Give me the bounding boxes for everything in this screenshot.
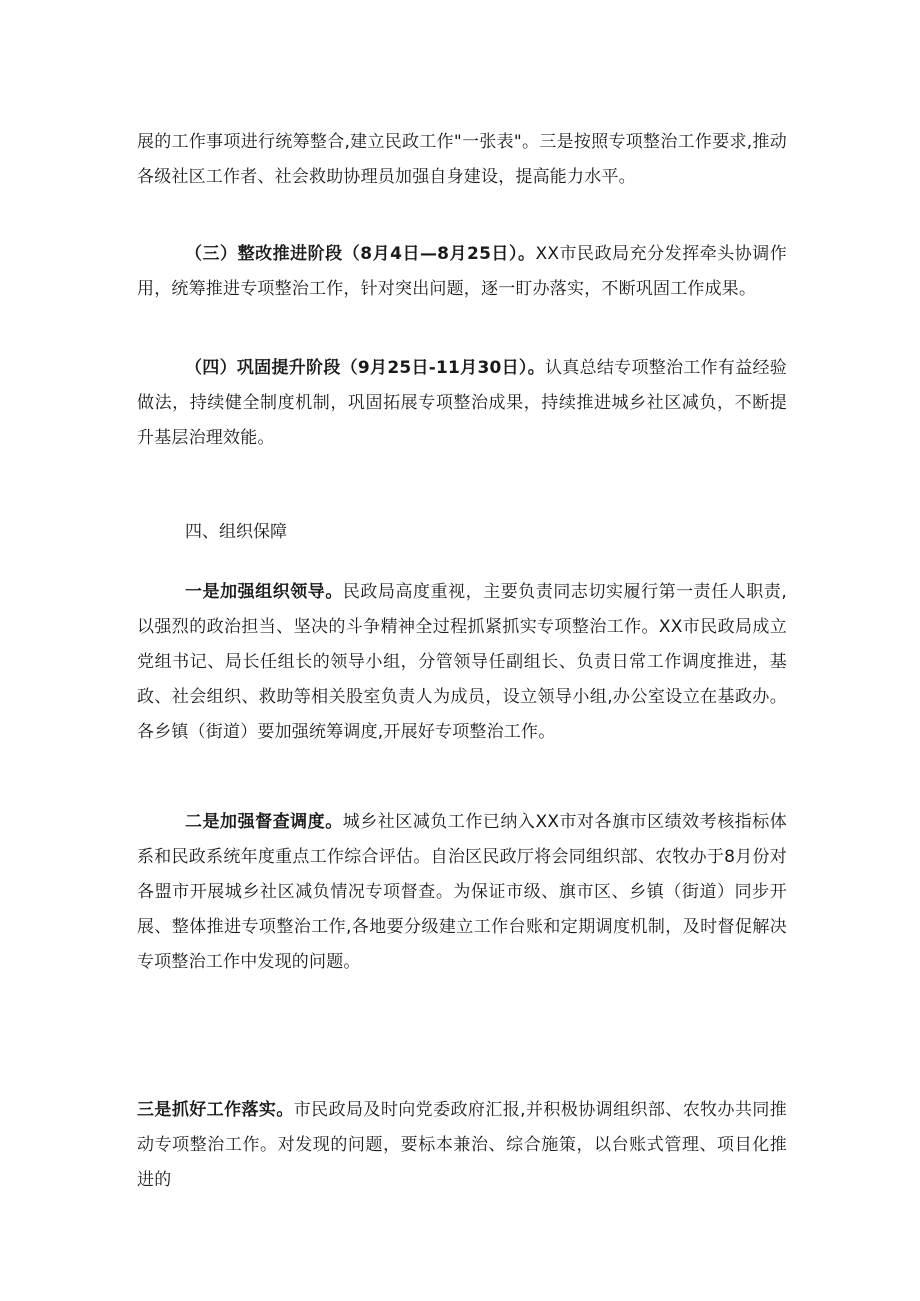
paragraph-supervision xyxy=(137,805,787,980)
paragraph-lead: （三）整改推进阶段（8月4日—8月25日）。 xyxy=(185,244,536,264)
paragraph-lead: 三是抓好工作落实。 xyxy=(137,1100,294,1120)
paragraph-text: 民政局高度重视，主要负责同志切实履行第一责任人职责,以强烈的政治担当、坚决的斗争精神全过程抓紧抓实专项整治工作。XX市民政局成立党组书记、局长任组长的领导小组，分管领导任副组长、负责日常工作调度推进，基政、社会组织、救助等相关股室负责人为成员，设立领导小组,办公室设立在基政办。各乡镇（街道）要加强统筹调度,开展好专项整治工作。 xyxy=(137,582,787,742)
paragraph-lead: （四）巩固提升阶段（9月25日-11月30日）。 xyxy=(185,358,545,378)
paragraph-text: 市民政局及时向党委政府汇报,并积极协调组织部、农牧办共同推动专项整治工作。对发现的问题，要标本兼治、综合施策，以台账式管理、项目化推进的 xyxy=(137,1100,787,1190)
paragraph-text: 城乡社区减负工作已纳入XX市对各旗市区绩效考核指标体系和民政系统年度重点工作综合评估。自治区民政厅将会同组织部、农牧办于8月份对各盟市开展城乡社区减负情况专项督查。为保证市级、旗市区、乡镇（街道）同步开展、整体推进专项整治工作,各地要分级建立工作台账和定期调度机制，及时督促解决专项整治工作中发现的问题。 xyxy=(137,812,787,972)
paragraph-text: XX市民政局充分发挥牵头协调作用，统筹推进专项整治工作，针对突出问题，逐一盯办落实，不断巩固工作成果。 xyxy=(137,244,788,299)
paragraph-organization-leadership xyxy=(137,575,787,750)
paragraph-stage-three xyxy=(137,237,787,307)
paragraph-implementation xyxy=(137,1093,787,1198)
paragraph-lead: 二是加强督查调度。 xyxy=(185,812,343,832)
section-heading: 四、组织保障 xyxy=(185,522,287,542)
paragraph-text: 认真总结专项整治工作有益经验做法，持续健全制度机制，巩固拓展专项整治成果，持续推进城乡社区减负，不断提升基层治理效能。 xyxy=(137,358,787,448)
paragraph-continuation xyxy=(137,125,787,195)
paragraph-text: 展的工作事项进行统筹整合,建立民政工作"一张表"。三是按照专项整治工作要求,推动各级社区工作者、社会救助协理员加强自身建设，提高能力水平。 xyxy=(137,132,787,187)
paragraph-stage-four xyxy=(137,351,787,456)
paragraph-lead: 一是加强组织领导。 xyxy=(185,582,343,602)
